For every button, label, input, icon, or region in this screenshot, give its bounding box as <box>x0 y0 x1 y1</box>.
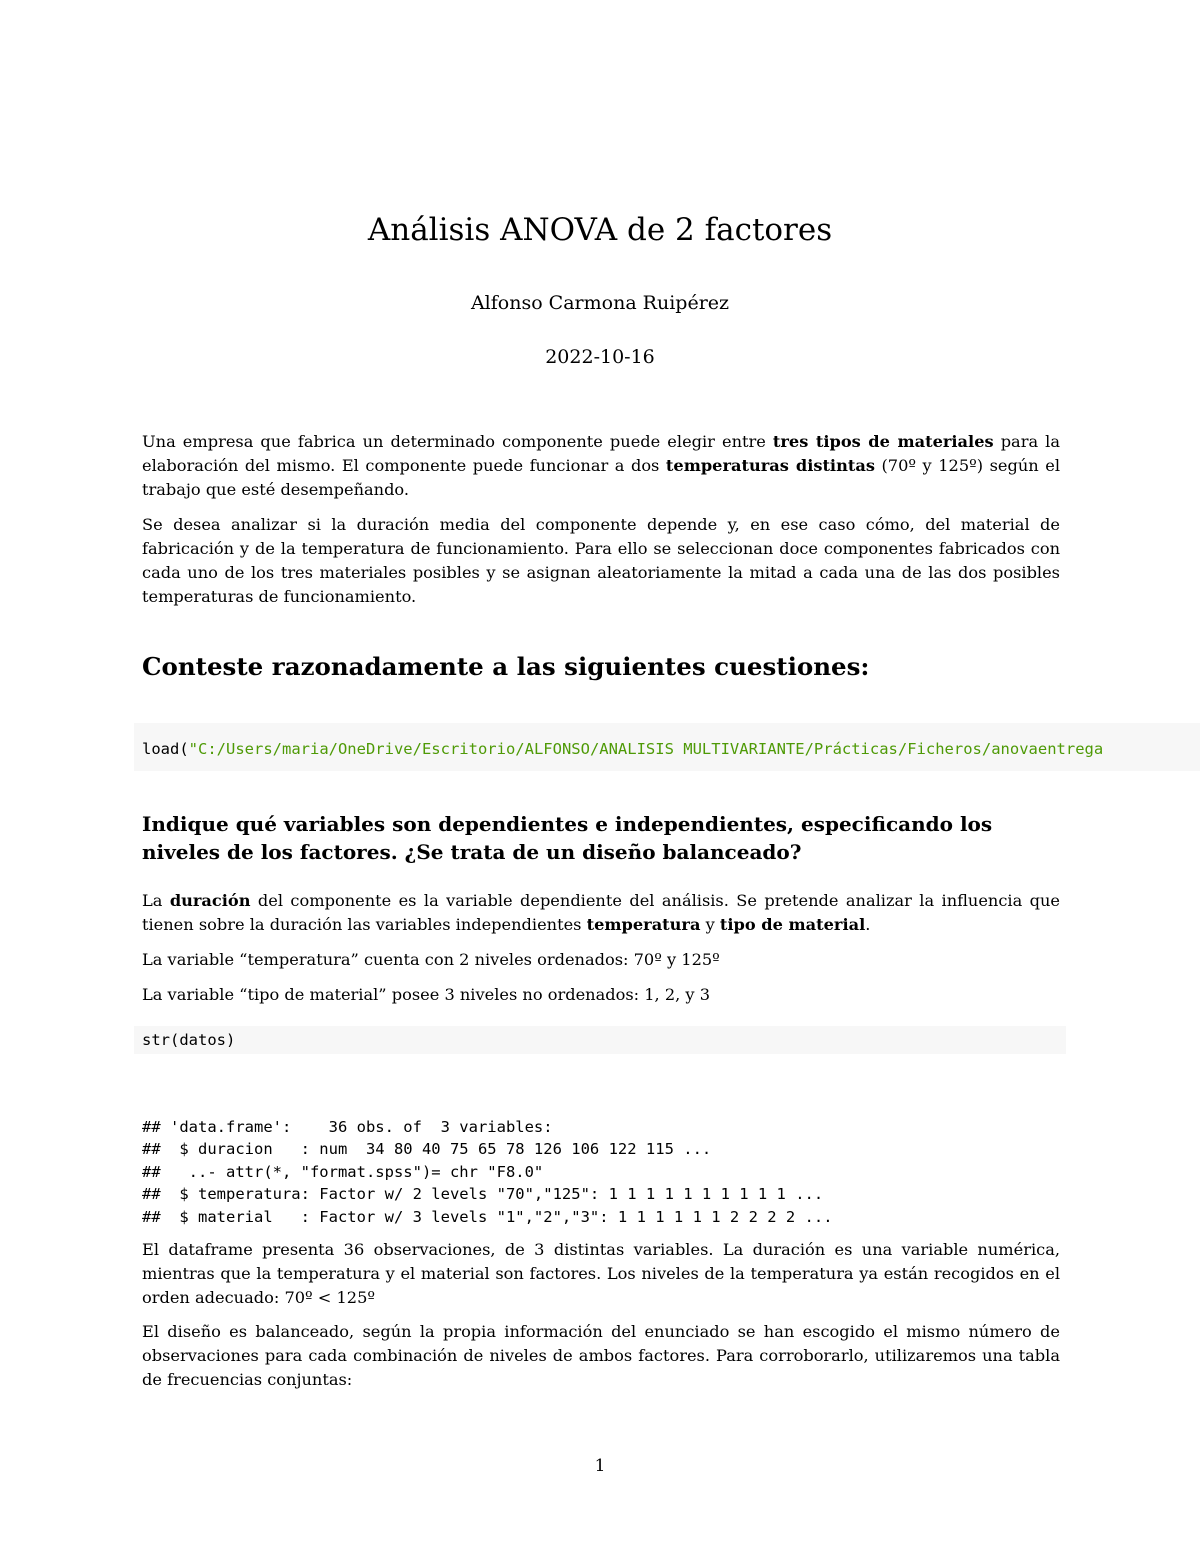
text-run: La <box>142 891 170 910</box>
bold-text: tipo de material <box>719 915 866 934</box>
paragraph-dataframe-description: El dataframe presenta 36 observaciones, de 3 distintas variables. La duración es una variable numérica, mientras que la temperatura y el material son factores. Los niveles de la temperatura ya están recogidos en el orden adecuado: 70º < 125º <box>142 1240 1060 1307</box>
bold-text: duración <box>169 891 251 910</box>
document-title: Análisis ANOVA de 2 factores <box>367 212 833 248</box>
intro-paragraph-2: Se desea analizar si la duración media del componente depende y, en ese caso cómo, del material de fabricación y de la temperatura de funcionamiento. Para ello se seleccionan doce componentes fabricados con cada uno de los tres materiales posibles y se asignan aleatoriamente la mitad a cada una de las dos posibles temperaturas de funcionamiento. <box>142 515 1060 606</box>
output-line: ## ..- attr(*, "format.spss")= chr "F8.0" <box>142 1162 544 1181</box>
section-heading: Conteste razonadamente a las siguientes cuestiones: <box>142 652 870 681</box>
bold-text: temperaturas distintas <box>665 456 875 475</box>
text-run: . <box>865 915 871 934</box>
output-line: ## $ duracion : num 34 80 40 75 65 78 126 106 122 115 ... <box>142 1140 712 1158</box>
text-run: (70º y 125º) según el trabajo que esté desempeñando. <box>142 456 1061 499</box>
text-run: Una empresa que fabrica un determinado componente puede elegir entre <box>142 432 773 451</box>
paragraph-balanced-design: El diseño es balanceado, según la propia información del enunciado se han escogido el mismo número de observaciones para cada combinación de niveles de ambos factores. Para corroborarlo, utilizaremos una tabla de frecuencias conjuntas: <box>142 1322 1060 1389</box>
paragraph-material-levels: La variable “tipo de material” posee 3 niveles no ordenados: 1, 2, y 3 <box>142 985 711 1004</box>
text-run: y <box>700 915 720 934</box>
document-date: 2022-10-16 <box>545 346 655 368</box>
paragraph-dependent-variable <box>142 889 1060 937</box>
output-line: ## $ material : Factor w/ 3 levels "1","2","3": 1 1 1 1 1 1 2 2 2 2 ... <box>142 1207 833 1226</box>
document-author: Alfonso Carmona Ruipérez <box>470 292 730 314</box>
text-run: para la elaboración del mismo. El componente puede funcionar a dos <box>142 432 1061 475</box>
paragraph-temperatura-levels: La variable “temperatura” cuenta con 2 niveles ordenados: 70º y 125º <box>142 950 720 969</box>
code-string: "C:/Users/maria/OneDrive/Escritorio/ALFONSO/ANALISIS MULTIVARIANTE/Prácticas/Ficheros/anovaentrega <box>188 740 1104 758</box>
output-line: ## $ temperatura: Factor w/ 2 levels "70","125": 1 1 1 1 1 1 1 1 1 1 ... <box>142 1185 824 1203</box>
intro-paragraph-1 <box>142 430 1060 502</box>
bold-text: tres tipos de materiales <box>772 432 994 451</box>
code-output <box>142 1093 1102 1228</box>
text-run: del componente es la variable dependiente del análisis. Se pretende analizar la influencia que tienen sobre la duración las variables independientes <box>142 891 1061 934</box>
page-number: 1 <box>594 1456 606 1476</box>
bold-text: temperatura <box>586 915 701 934</box>
code-function: load( <box>142 740 189 758</box>
subsection-heading: Indique qué variables son dependientes e independientes, especificando los niveles de los factores. ¿Se trata de un diseño balanceado? <box>142 812 993 864</box>
output-line: ## 'data.frame': 36 obs. of 3 variables: <box>142 1117 553 1136</box>
code-block-str: str(datos) <box>134 1026 1066 1054</box>
code-block-load <box>134 723 1200 771</box>
